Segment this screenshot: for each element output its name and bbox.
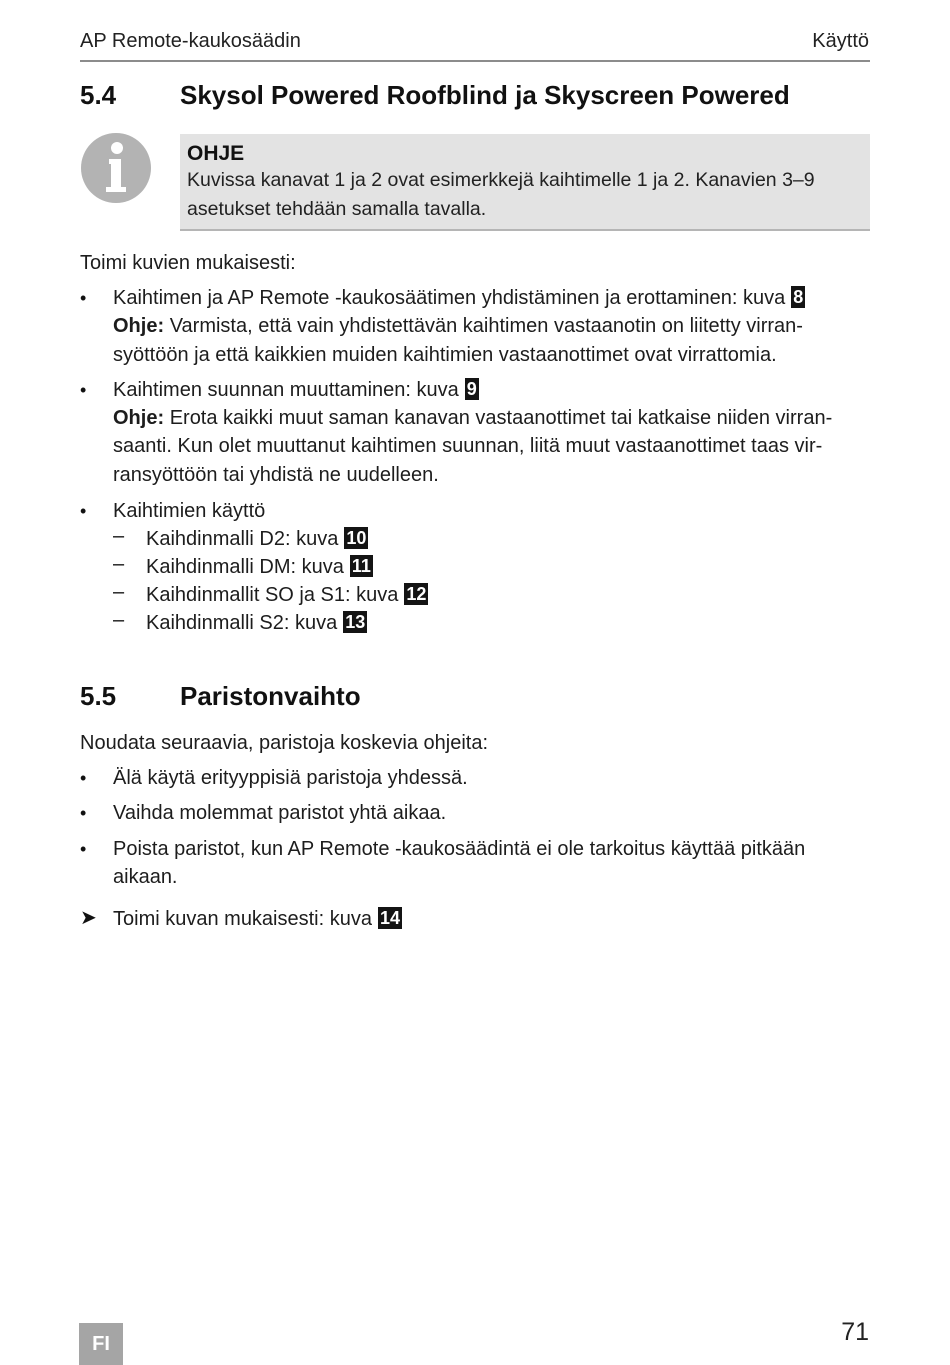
dash-marker: –: [113, 553, 125, 575]
action-step: [113, 905, 402, 933]
list-item-text: Poista paristot, kun AP Remote -kaukosäädintä ei ole tarkoitus käyttää pitkään: [113, 838, 806, 860]
section-title: Skysol Powered Roofblind ja Skyscreen Powered: [180, 80, 790, 110]
dash-marker: –: [113, 609, 125, 631]
figure-reference: 11: [351, 556, 371, 576]
note-box: [180, 134, 870, 231]
figure-reference: 10: [346, 528, 367, 548]
info-icon: [80, 132, 152, 204]
bullet-marker: •: [80, 768, 87, 788]
intro-text: Noudata seuraavia, paristoja koskevia ohjeita:: [80, 732, 489, 754]
note-line: syöttöön ja että kaikkien muiden kaihtimien vastaanottimet ovat virrattomia.: [113, 344, 777, 366]
note-line: Erota kaikki muut saman kanavan vastaanottimet tai katkaise niiden virran-: [169, 407, 833, 429]
note-text-line: Kuvissa kanavat 1 ja 2 ovat esimerkkejä kaihtimelle 1 ja 2. Kanavien 3–9: [187, 169, 815, 191]
list-item-text: Kaihtimien käyttö: [113, 500, 266, 522]
header-divider: [80, 60, 870, 62]
sub-list-item: [146, 553, 373, 581]
figure-reference: 8: [793, 287, 804, 307]
running-header-title: AP Remote-kaukosäädin: [80, 30, 301, 52]
action-text: Toimi kuvan mukaisesti: kuva: [113, 908, 372, 930]
dash-marker: –: [113, 581, 125, 603]
list-item-text: Vaihda molemmat paristot yhtä aikaa.: [113, 802, 447, 824]
bullet-marker: •: [80, 803, 87, 823]
language-tab: FI: [79, 1323, 123, 1365]
bullet-marker: •: [80, 501, 87, 521]
note-label: Ohje:: [113, 407, 165, 429]
sub-list-item: [146, 609, 367, 637]
list-item-text: Kaihtimen ja AP Remote -kaukosäätimen yhdistäminen ja erottaminen: kuva: [113, 287, 786, 309]
list-item-note: [113, 404, 832, 432]
figure-reference: 9: [466, 379, 477, 399]
list-item: [113, 284, 805, 312]
sub-list-item: [146, 525, 368, 553]
section-number: 5.5: [80, 681, 117, 711]
sub-list-item: [146, 581, 428, 609]
action-arrow-icon: ➤: [80, 907, 97, 929]
figure-reference: 12: [406, 584, 427, 604]
note-line: Varmista, että vain yhdistettävän kaihtimen vastaanotin on liitetty virran-: [169, 315, 803, 337]
note-line: saanti. Kun olet muuttanut kaihtimen suunnan, liitä muut vastaanottimet taas vir-: [113, 435, 823, 457]
section-title: Paristonvaihto: [180, 681, 361, 711]
sub-list-item-text: Kaihdinmalli D2: kuva: [146, 528, 339, 550]
list-item: [113, 376, 479, 404]
intro-text: Toimi kuvien mukaisesti:: [80, 252, 296, 274]
note-text-line: asetukset tehdään samalla tavalla.: [187, 198, 487, 220]
running-header-chapter: Käyttö: [812, 30, 869, 52]
sub-list-item-text: Kaihdinmalli S2: kuva: [146, 612, 338, 634]
note-line: ransyöttöön tai yhdistä ne uudelleen.: [113, 464, 439, 486]
bullet-marker: •: [80, 380, 87, 400]
bullet-marker: •: [80, 288, 87, 308]
figure-reference: 14: [379, 908, 401, 928]
list-item-text: Kaihtimen suunnan muuttaminen: kuva: [113, 379, 459, 401]
figure-reference: 13: [345, 612, 366, 632]
note-label: Ohje:: [113, 315, 165, 337]
sub-list-item-text: Kaihdinmallit SO ja S1: kuva: [146, 584, 399, 606]
bullet-marker: •: [80, 839, 87, 859]
list-item-text: aikaan.: [113, 866, 178, 888]
page-number: 71: [841, 1318, 869, 1346]
section-number: 5.4: [80, 80, 117, 110]
note-title: OHJE: [187, 142, 245, 165]
sub-list-item-text: Kaihdinmalli DM: kuva: [146, 556, 344, 578]
dash-marker: –: [113, 525, 125, 547]
list-item-text: Älä käytä erityyppisiä paristoja yhdessä.: [113, 767, 468, 789]
list-item-note: [113, 312, 803, 340]
